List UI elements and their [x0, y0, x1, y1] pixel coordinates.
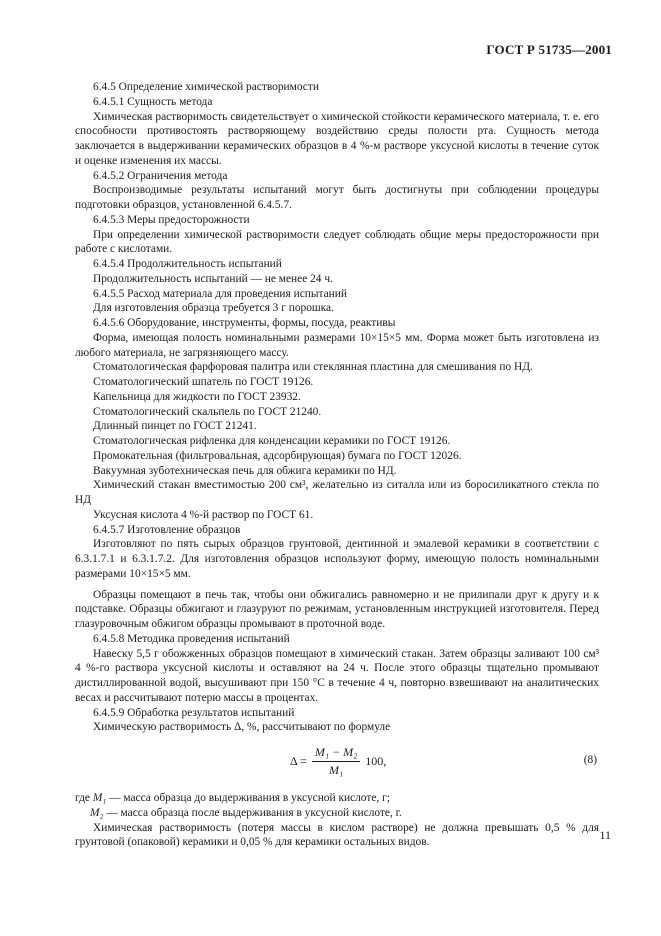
equipment-item: Химический стакан вместимостью 200 см³, желательно из ситалла или из боросиликатного стекла по НД	[75, 479, 599, 506]
equipment-item: Вакуумная зуботехническая печь для обжига керамики по НД.	[93, 464, 397, 477]
paragraph-6-4-5-5: Для изготовления образца требуется 3 г порошка.	[93, 302, 334, 315]
formula-expression	[290, 739, 386, 783]
paragraph-6-4-5-8: Навеску 5,5 г обожженных образцов помещают в химический стакан. Затем образцы заливают 100 см³ 4 %-го раствора уксусной кислоты и оставляют на 24 ч. После этого образцы тщательно промывают дистиллированной водой, высушивают при 150 °С в течение 4 ч, повторно взвешивают на аналитических весах и рассчитывают потерю массы в процентах.	[75, 647, 599, 704]
formula-8	[75, 739, 599, 783]
m1-definition: — масса образца до выдерживания в уксусной кислоте, г;	[106, 792, 390, 804]
heading-6-4-5-5: 6.4.5.5 Расход материала для проведения испытаний	[93, 287, 347, 300]
page-content	[75, 80, 599, 850]
formula-factor: 100,	[365, 753, 387, 768]
standard-header: ГОСТ Р 51735—2001	[486, 42, 612, 57]
paragraph-6-4-5-1: Химическая растворимость свидетельствует о химической стойкости керамического материала, т. е. его способности противостоять растворяющему воздействию среды полости рта. Сущность метода заключается в выдерживании керамических образцов в 4 %-м растворе уксусной кислоты в течение суток и оценке изменения их массы.	[75, 110, 599, 167]
formula-numerator: M₁ − M₂	[312, 745, 360, 762]
paragraph-6-4-5-2: Воспроизводимые результаты испытаний могут быть достигнуты при соблюдении процедуры подготовки образцов, установленной 6.4.5.7.	[75, 184, 599, 211]
where-m1	[75, 791, 599, 806]
m2-symbol: M₂	[90, 806, 104, 819]
equipment-item: Стоматологический шпатель по ГОСТ 19126.	[93, 376, 314, 388]
heading-6-4-5-4: 6.4.5.4 Продолжительность испытаний	[93, 258, 282, 270]
where-prefix: где	[75, 792, 93, 804]
equipment-item: Промокательная (фильтровальная, адсорбирующая) бумага по ГОСТ 12026.	[93, 449, 462, 462]
page-number: 11	[599, 828, 611, 842]
paragraph-6-4-5-7b: Образцы помещают в печь так, чтобы они обжигались равномерно и не прилипали друг к другу и к подставке. Образцы обжигают и глазуруют по режимам, установленным инструкцией изготовителя. Перед глазуровочным обжигом образцы промывают в проточной воде.	[75, 588, 599, 630]
heading-6-4-5-7: 6.4.5.7 Изготовление образцов	[93, 523, 241, 536]
m1-symbol: M₁	[92, 792, 107, 804]
paragraph-6-4-5-7a: Изготовляют по пять сырых образцов грунтовой, дентинной и эмалевой керамики в соответствии с 6.3.1.7.1 и 6.3.1.7.2. Для изготовления образцов используют форму, имеющую полость номинальными размерами 10×15×5 мм.	[75, 538, 599, 580]
heading-6-4-5: 6.4.5 Определение химической растворимости	[93, 81, 319, 93]
equipment-item: Длинный пинцет по ГОСТ 21241.	[93, 420, 257, 433]
heading-6-4-5-9: 6.4.5.9 Обработка результатов испытаний	[93, 706, 295, 719]
paragraph-6-4-5-4: Продолжительность испытаний — не менее 24 ч.	[93, 272, 333, 285]
formula-denominator: M₁	[328, 762, 344, 777]
paragraph-6-4-5-9: Химическую растворимость Δ, %, рассчитывают по формуле	[93, 721, 391, 734]
equipment-item: Стоматологическая фарфоровая палитра или стеклянная пластина для смешивания по НД.	[93, 361, 533, 374]
where-m2	[75, 806, 599, 821]
m2-definition: — масса образца после выдерживания в уксусной кислоте, г.	[103, 806, 402, 819]
equipment-item: Стоматологическая рифленка для конденсации керамики по ГОСТ 19126.	[93, 435, 451, 447]
conclusion-paragraph: Химическая растворимость (потеря массы в кислом растворе) не должна превышать 0,5 % для грунтовой (опаковой) керамики и 0,05 % для керамики остальных видов.	[75, 821, 599, 849]
heading-6-4-5-1: 6.4.5.1 Сущность метода	[93, 95, 213, 108]
formula-lhs: Δ =	[290, 753, 307, 768]
heading-6-4-5-3: 6.4.5.3 Меры предосторожности	[93, 213, 250, 226]
formula-number: (8)	[583, 754, 597, 766]
equipment-item: Форма, имеющая полость номинальными размерами 10×15×5 мм. Форма может быть изготовлена из любого материала, не загрязняющего массу.	[75, 331, 599, 359]
formula-fraction	[312, 745, 360, 778]
equipment-item: Капельница для жидкости по ГОСТ 23932.	[93, 390, 301, 403]
equipment-item: Стоматологический скальпель по ГОСТ 21240.	[93, 405, 322, 418]
heading-6-4-5-6: 6.4.5.6 Оборудование, инструменты, формы, посуда, реактивы	[93, 317, 396, 329]
paragraph-6-4-5-3: При определении химической растворимости следует соблюдать общие меры предосторожности при работе с кислотами.	[75, 228, 599, 256]
heading-6-4-5-8: 6.4.5.8 Методика проведения испытаний	[93, 632, 290, 645]
heading-6-4-5-2: 6.4.5.2 Ограничения метода	[93, 169, 228, 182]
equipment-item: Уксусная кислота 4 %-й раствор по ГОСТ 61.	[93, 508, 314, 521]
